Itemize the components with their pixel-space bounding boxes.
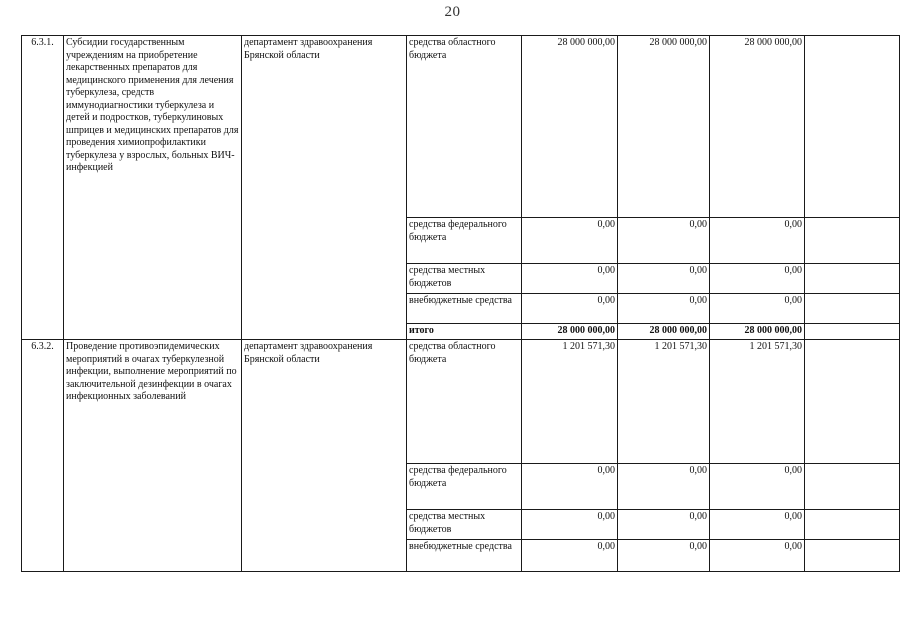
empty-cell — [805, 324, 900, 340]
source-label: средства местных бюджетов — [407, 264, 522, 294]
amount-year-2: 1 201 571,30 — [618, 340, 710, 464]
amount-year-3: 0,00 — [710, 218, 805, 264]
amount-year-3: 0,00 — [710, 294, 805, 324]
amount-year-3: 28 000 000,00 — [710, 36, 805, 218]
amount-year-2: 0,00 — [618, 464, 710, 510]
item-name: Субсидии государственным учреждениям на приобретение лекарственных препаратов для медицинского применения для лечения туберкулеза, средств иммунодиагностики туберкулеза и детей и подростков, туберкулиновых шприцев и медицинских препаратов для проведения химиопрофилактики туберкулеза у взрослых, больных ВИЧ-инфекцией — [64, 36, 242, 340]
amount-year-1: 0,00 — [522, 218, 618, 264]
item-executor: департамент здравоохранения Брянской области — [242, 340, 407, 572]
table-row — [22, 340, 900, 464]
table-row — [22, 36, 900, 218]
amount-year-2: 0,00 — [618, 294, 710, 324]
page-number: 20 — [444, 4, 461, 20]
source-label: средства федерального бюджета — [407, 464, 522, 510]
empty-cell — [805, 36, 900, 218]
amount-year-2: 0,00 — [618, 540, 710, 572]
source-label: внебюджетные средства — [407, 294, 522, 324]
amount-year-3: 0,00 — [710, 264, 805, 294]
empty-cell — [805, 464, 900, 510]
item-number: 6.3.1. — [22, 36, 64, 340]
amount-year-2: 0,00 — [618, 218, 710, 264]
amount-year-3: 0,00 — [710, 510, 805, 540]
amount-year-3: 0,00 — [710, 540, 805, 572]
amount-year-1: 0,00 — [522, 540, 618, 572]
item-executor: департамент здравоохранения Брянской области — [242, 36, 407, 340]
total-year-1: 28 000 000,00 — [522, 324, 618, 340]
amount-year-1: 28 000 000,00 — [522, 36, 618, 218]
amount-year-2: 0,00 — [618, 510, 710, 540]
amount-year-1: 0,00 — [522, 294, 618, 324]
source-label: внебюджетные средства — [407, 540, 522, 572]
source-label: средства областного бюджета — [407, 340, 522, 464]
source-label: средства федерального бюджета — [407, 218, 522, 264]
total-year-2: 28 000 000,00 — [618, 324, 710, 340]
item-number: 6.3.2. — [22, 340, 64, 572]
empty-cell — [805, 294, 900, 324]
source-label: средства областного бюджета — [407, 36, 522, 218]
item-name: Проведение противоэпидемических мероприятий в очагах туберкулезной инфекции, выполнение мероприятий по заключительной дезинфекции в очагах инфекционных заболеваний — [64, 340, 242, 572]
empty-cell — [805, 510, 900, 540]
amount-year-1: 0,00 — [522, 510, 618, 540]
empty-cell — [805, 540, 900, 572]
total-year-3: 28 000 000,00 — [710, 324, 805, 340]
empty-cell — [805, 218, 900, 264]
program-table — [21, 35, 900, 572]
source-label: средства местных бюджетов — [407, 510, 522, 540]
total-label: итого — [407, 324, 522, 340]
amount-year-1: 1 201 571,30 — [522, 340, 618, 464]
amount-year-1: 0,00 — [522, 264, 618, 294]
amount-year-2: 0,00 — [618, 264, 710, 294]
amount-year-3: 1 201 571,30 — [710, 340, 805, 464]
amount-year-3: 0,00 — [710, 464, 805, 510]
empty-cell — [805, 264, 900, 294]
empty-cell — [805, 340, 900, 464]
amount-year-1: 0,00 — [522, 464, 618, 510]
amount-year-2: 28 000 000,00 — [618, 36, 710, 218]
